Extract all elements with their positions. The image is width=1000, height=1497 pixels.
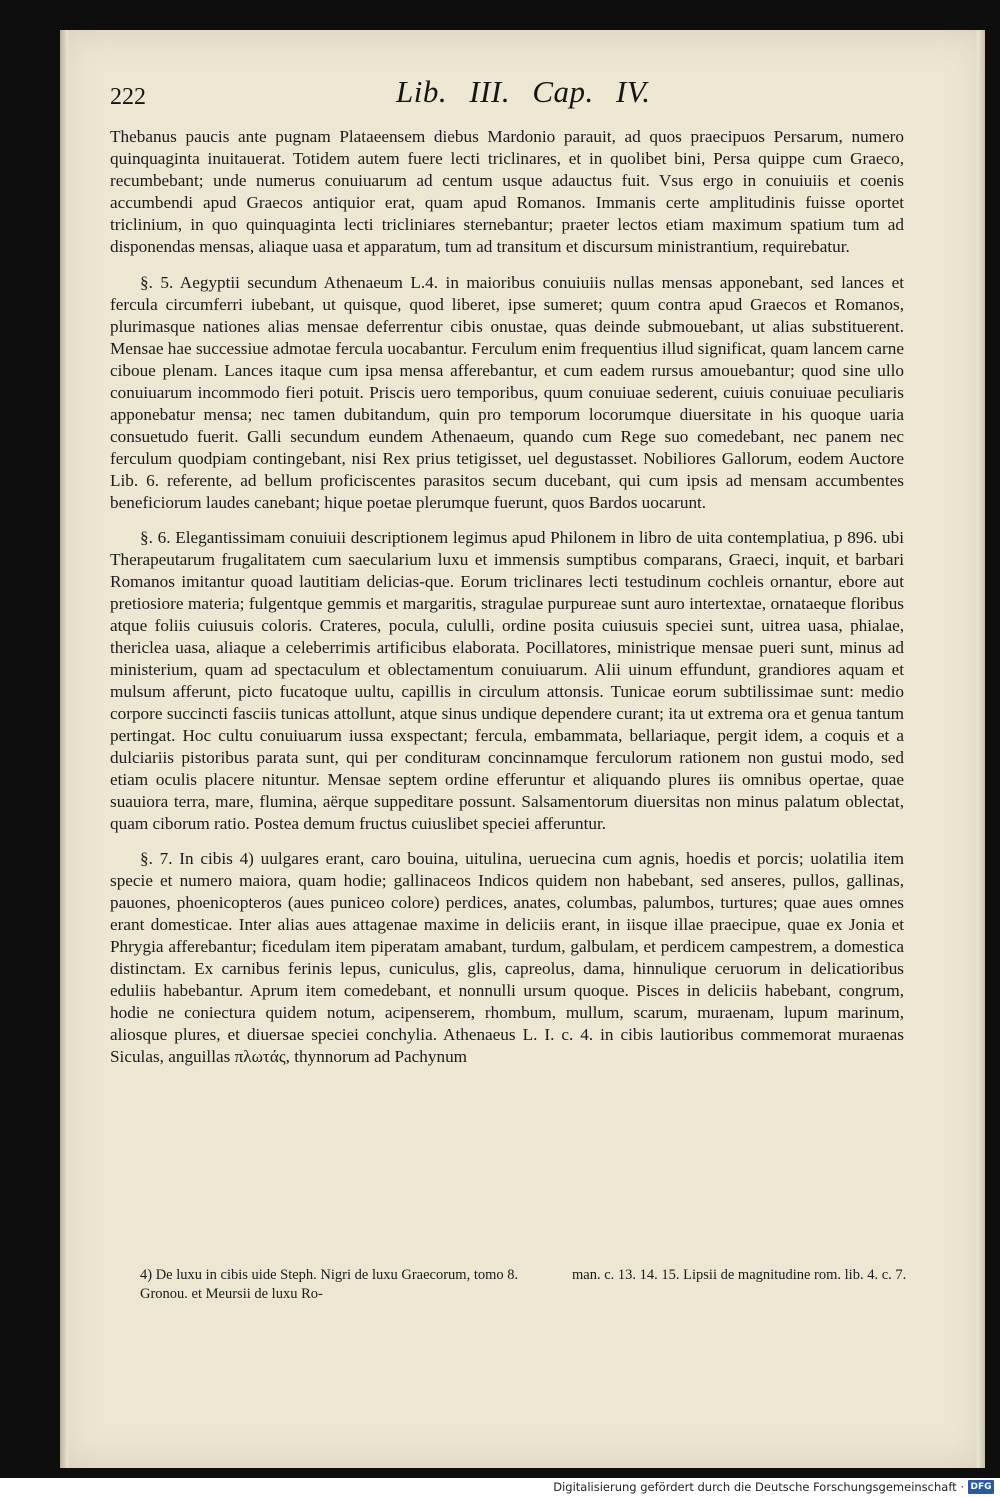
- page-number: 222: [110, 84, 146, 110]
- page-header: [110, 70, 910, 120]
- page-gutter-shadow: [60, 30, 68, 1468]
- funding-notice: Digitalisierung gefördert durch die Deutsche Forschungsgemeinschaft ·: [553, 1480, 964, 1494]
- footnote-right-column: man. c. 13. 14. 15. Lipsii de magnitudine rom. lib. 4. c. 7.: [572, 1267, 907, 1283]
- body-text: [110, 126, 904, 1081]
- dfg-logo-icon: DFG: [968, 1480, 994, 1494]
- paragraph-continuation: Thebanus paucis ante pugnam Plataeensem diebus Mardonio parauit, ad quos praecipuos Persarum, numero quinquaginta inuitauerat. Totidem autem fuere lecti triclinares, et in quolibet bini, Persa quippe cum Graeco, recumbebant; unde numerus conuiuarum ad centum usque adauctus fuit. Vsus ergo in conuiuiis et coenis accumbendi apud Graecos antiquior erat, quam apud Romanos. Immanis certe amplitudinis fuisse oportet triclinium, in quo quinquaginta lecti tricliniares sternebantur; praeter lectos etiam maximum spatium tum ad disponendas mensas, aliaque uasa et apparatum, tum ad transitum et discursum ministrantium, requirebatur.: [110, 127, 904, 256]
- paragraph-section-7: §. 7. In cibis 4) uulgares erant, caro bouina, uitulina, ueruecina cum agnis, hoedis et porcis; uolatilia item specie et numero maiora, quam hodie; gallinaceos Indicos quidem non habebant, sed anseres, pullos, gallinas, pauones, phoenicopteros (aues puniceo colore) perdices, anates, columbas, palumbos, turtures; quae aues omnes erant domesticae. Inter alias aues attagenae maxime in deliciis erant, in iisque illae praecipue, quae ex Jonia et Phrygia afferebantur; ficedulam item piperatam amabant, turdum, galbulam, et perdicem campestrem, a domestica distinctam. Ex carnibus ferinis lepus, cuniculus, glis, capreolus, dama, hinnulique ceruorum in delicatioribus eduliis habebantur. Aprum item comedebant, et nonnulli ursum quoque. Pisces in deliciis habebant, congrum, hodie ne coniectura quidem notum, acipenserem, rhombum, mullum, scarum, muraenam, lupum marinum, aliosque plures, et diuersae speciei conchylia. Athenaeus L. I. c. 4. in cibis lautioribus commemorat muraenas Siculas, anguillas πλωτάς, thynnorum ad Pachynum: [110, 849, 904, 1066]
- page-edge-shadow: [977, 30, 985, 1468]
- funding-banner: [0, 1478, 1000, 1497]
- paragraph-section-5: §. 5. Aegyptii secundum Athenaeum L.4. in maioribus conuiuiis nullas mensas apponebant, sed lances et fercula circumferri iubebant, ut quisque, quod liberet, ipse sumeret; quum contra apud Graecos et Romanos, plurimasque nationes alias mensae deferrentur cibis onustae, quas deinde submouebant, ut alias substituerent. Mensae hae successiue admotae fercula uocabantur. Ferculum enim frequentius illud significat, quam lancem carne ciboue plenam. Lances itaque cum ipsa mensa afferebantur, et cum eadem rursus amouebantur; quod sine ullo conuiuarum incommodo fieri potuit. Priscis uero temporibus, quum conuiuae sederent, cuiuis conuiuae peculiaris apponebatur mensa; nec tamen dubitandum, quin pro temporum locorumque diuersitate in his quoque uaria consuetudo fuerit. Galli secundum eundem Athenaeum, quando cum Rege suo comedebant, nec panem nec ferculum quodpiam contingebant, nisi Rex prius tetigisset, uel degustasset. Nobiliores Gallorum, eodem Auctore Lib. 6. referente, ad bellum proficiscentes parasitos secum ducebant, qui cum ipsis ad mensam accumbentes beneficiorum laudes canebant; hique poetae plerumque fuerunt, quos Bardos uocarunt.: [110, 273, 904, 512]
- footnote-left-column: 4) De luxu in cibis uide Steph. Nigri de luxu Graecorum, tomo 8. Gronou. et Meursii de luxu Ro-: [140, 1267, 519, 1302]
- paragraph-section-6: §. 6. Elegantissimam conuiuii descriptionem legimus apud Philonem in libro de uita contemplatiua, p 896. ubi Therapeutarum frugalitatem cum saecularium luxu et immensis sumptibus comparans, Graeci, inquit, et barbari Romanos imitantur quoad lautitiam delicias-que. Eorum triclinares lecti testudinum cochleis ornantur, ebore aut pretiosiore materia; fulgentque gemmis et margaritis, stragulae purpureae sunt auro intertextae, ornataeque floribus atque foliis cuiusuis coloris. Crateres, pocula, cululli, ordine posita cuiusuis speciei sunt, uitrea uasa, phialae, thericlea uasa, aliaque a celeberrimis artificibus elaborata. Pocillatores, ministrique mensae pueri sunt, minus ad ministerium, quam ad spectaculum et oblectamentum conuiuarum. Alii uinum effundunt, grandiores aquam et mulsum afferunt, picto fucatoque uultu, capillis in circulum attonsis. Tunicae eorum subtilissimae sunt: medio corpore succincti fasciis tunicas attollunt, atque sinus undique dependere curant; ita ut extrema ora et genua tantum pertingat. Hoc cultu conuiuarum iussa exspectant; fercula, embammata, bellariaque, pergit idem, a coquis et a dulciariis pistoribus parata sunt, qui per conditurам concinnamque ferculorum rationem non gustui modo, sed etiam oculis placere nituntur. Mensae septem ordine efferuntur et aliquando plures iis omnibus opertae, quae suauiora terra, mare, flumina, aërque suppeditare possunt. Salsamentorum diuersitas non minus palatum oblectat, quam ciborum ratio. Postea demum fructus cuiuslibet speciei afferuntur.: [110, 528, 904, 833]
- running-head: Lib. III. Cap. IV.: [396, 74, 651, 109]
